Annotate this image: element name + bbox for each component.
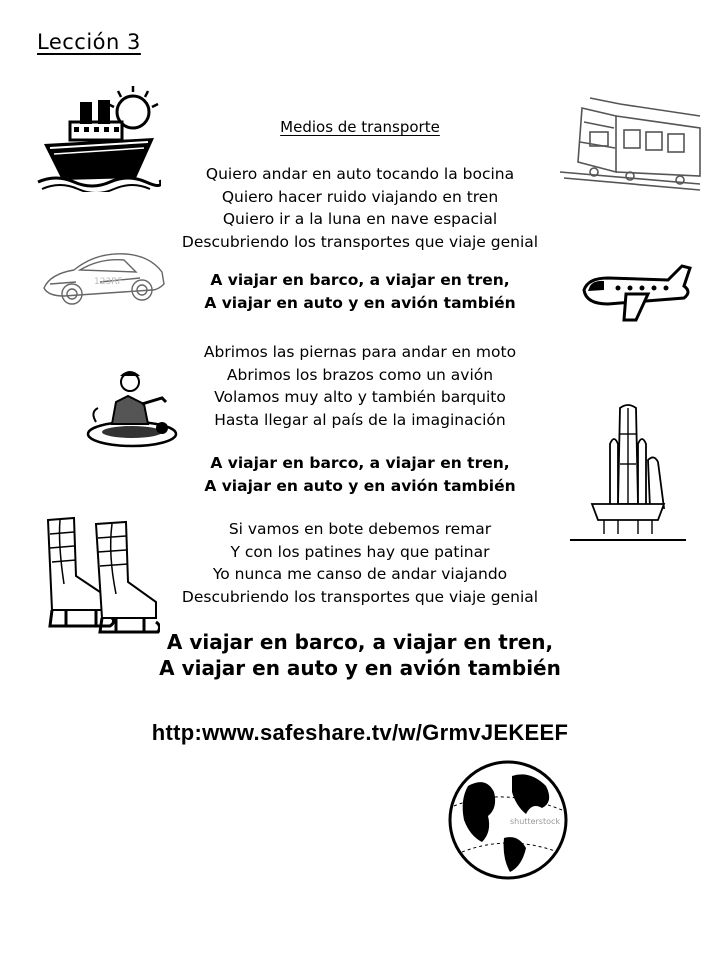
chorus-line: A viajar en auto y en avión también bbox=[204, 476, 516, 495]
chorus-line: A viajar en barco, a viajar en tren, bbox=[210, 271, 510, 289]
verse-line: Abrimos los brazos como un avión bbox=[226, 365, 494, 384]
svg-text:shutterstock: shutterstock bbox=[510, 817, 561, 826]
ice-skates-illustration bbox=[36, 514, 160, 642]
verse-line: Descubriendo los transportes que viaje genial bbox=[181, 232, 539, 251]
motorbike-rider-illustration bbox=[86, 362, 181, 450]
song-title: Medios de transporte bbox=[280, 118, 440, 136]
verse-line: Volamos muy alto y también barquito bbox=[214, 388, 506, 406]
globe-illustration bbox=[442, 756, 574, 890]
chorus-line: A viajar en auto y en avión también bbox=[159, 656, 561, 680]
verse-line: Quiero ir a la luna en nave espacial bbox=[222, 210, 498, 228]
ship-illustration bbox=[36, 82, 161, 192]
verse-line: Abrimos las piernas para andar en moto bbox=[203, 343, 517, 361]
chorus-line: A viajar en barco, a viajar en tren, bbox=[210, 454, 510, 472]
verse-line: Si vamos en bote debemos remar bbox=[228, 520, 492, 538]
lesson-title: Lección 3 bbox=[37, 30, 141, 54]
space-shuttle-illustration bbox=[568, 404, 688, 546]
verse-line: Y con los patines hay que patinar bbox=[230, 542, 490, 561]
verse-line: Quiero hacer ruido viajando en tren bbox=[221, 187, 499, 206]
car-illustration bbox=[40, 240, 168, 320]
svg-text:123RF: 123RF bbox=[94, 277, 123, 287]
verse-line: Yo nunca me canso de andar viajando bbox=[212, 565, 508, 583]
chorus-line: A viajar en barco, a viajar en tren, bbox=[166, 630, 554, 654]
airplane-illustration bbox=[578, 264, 694, 324]
verse-line: Descubriendo los transportes que viaje genial bbox=[181, 587, 539, 606]
train-illustration bbox=[560, 92, 705, 194]
verse-line: Quiero andar en auto tocando la bocina bbox=[205, 165, 515, 183]
chorus-line: A viajar en auto y en avión también bbox=[204, 293, 516, 312]
verse-line: Hasta llegar al país de la imaginación bbox=[214, 410, 506, 429]
video-link[interactable]: http:www.safeshare.tv/w/GrmvJEKEEF bbox=[151, 720, 569, 745]
